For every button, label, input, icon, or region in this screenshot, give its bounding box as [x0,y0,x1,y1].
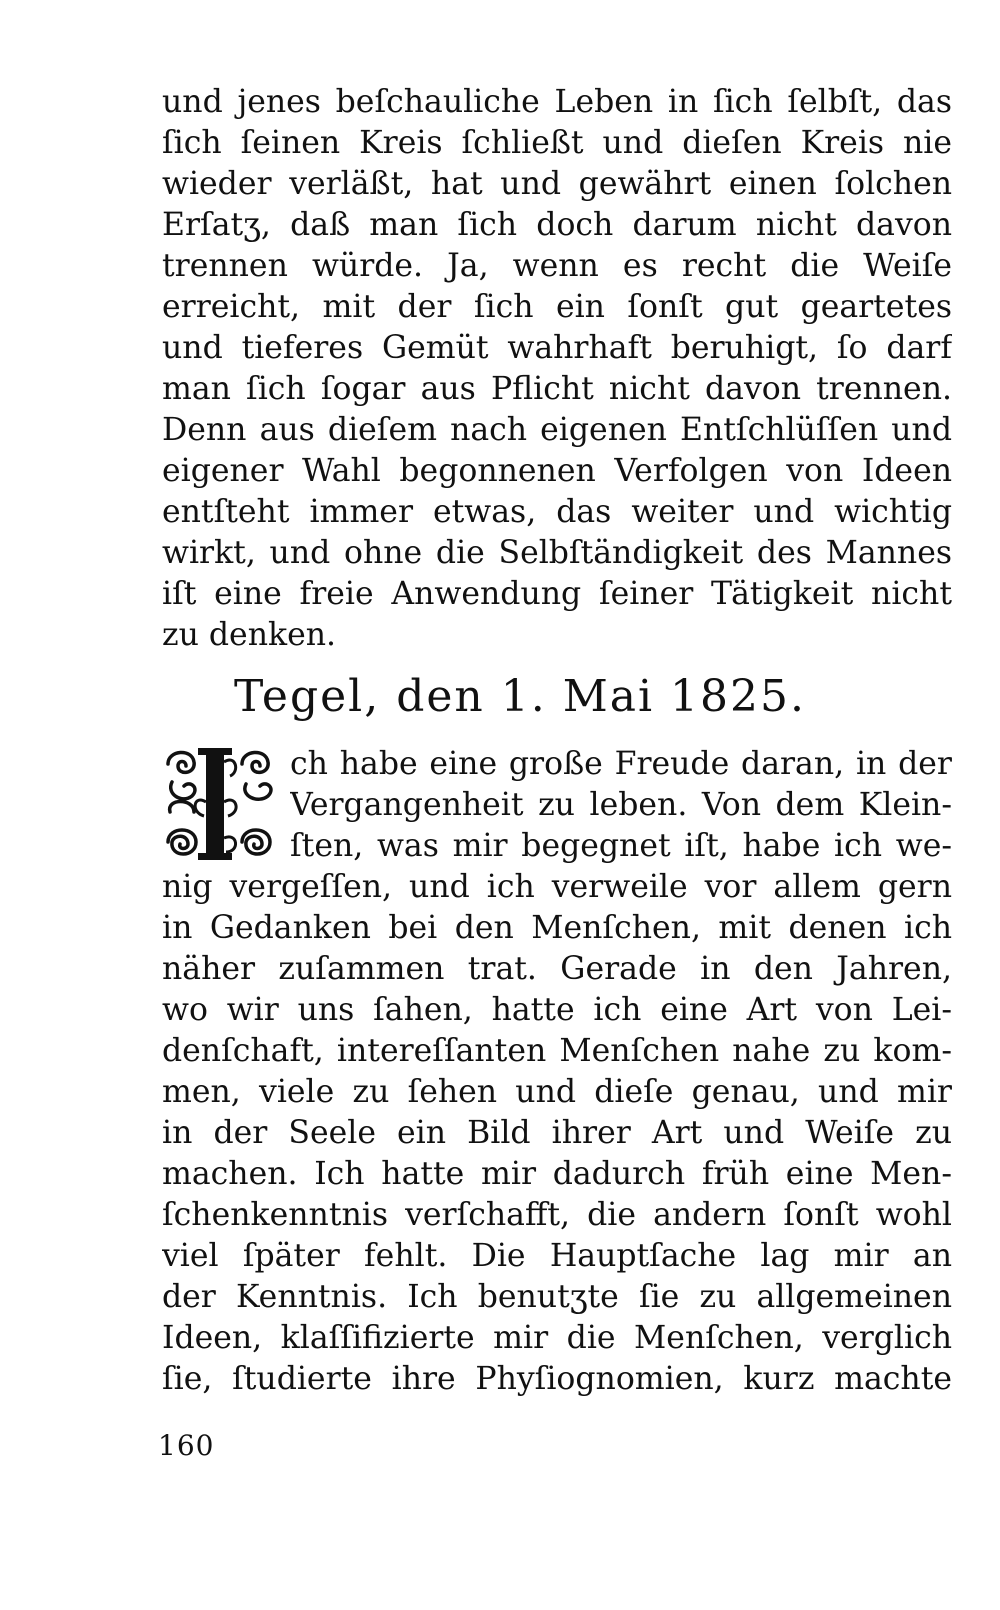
text-line: nig vergeſſen, und ich verweile vor allem gern [162,869,952,905]
text-line: Ideen, klaſſifizierte mir die Menſchen, verglich [162,1320,952,1356]
text-line: erreicht, mit der ſich ein ſonſt gut geartetes [162,289,952,325]
text-line: ch habe eine große Freude daran, in der [290,746,952,782]
text-line: man ſich ſogar aus Pflicht nicht davon trennen. [162,371,952,407]
text-line: iſt eine freie Anwendung ſeiner Tätigkeit nicht [162,576,952,612]
text-line: zu denken. [162,617,337,653]
text-line: Erſatʒ, daß man ſich doch darum nicht davon [162,207,952,243]
text-line: wo wir uns ſahen, hatte ich eine Art von Lei- [162,992,952,1028]
text-line: wieder verläßt, hat und gewährt einen ſolchen [162,166,952,202]
text-line: Denn aus dieſem nach eigenen Entſchlüſſen und [162,412,952,448]
text-line: in Gedanken bei den Menſchen, mit denen ich [162,910,952,946]
text-line: denſchaft, intereſſanten Menſchen nahe zu kom- [162,1033,952,1069]
text-line: entſteht immer etwas, das weiter und wichtig [162,494,952,530]
section-paragraph [162,867,952,1400]
text-line: in der Seele ein Bild ihrer Art und Weiſe zu [162,1115,952,1151]
text-line: wirkt, und ohne die Selbſtändigkeit des Mannes [162,535,952,571]
text-line: trennen würde. Ja, wenn es recht die Weiſe [162,248,952,284]
text-line: ſie, ſtudierte ihre Phyſiognomien, kurz machte [162,1361,952,1397]
text-line: und tieferes Gemüt wahrhaft beruhigt, ſo darf [162,330,952,366]
section-heading [0,662,1000,732]
text-line: viel ſpäter fehlt. Die Hauptſache lag mir an [162,1238,952,1274]
section-heading-text: Tegel, den 1. Mai 1825. [233,671,807,722]
text-line: machen. Ich hatte mir dadurch früh eine Men- [162,1156,952,1192]
initial-paragraph-lines [290,744,952,867]
text-line: ſten, was mir begegnet iſt, habe ich we- [290,828,952,864]
text-line: der Kenntnis. Ich benutʒte ſie zu allgemeinen [162,1279,952,1315]
text-line: Vergangenheit zu leben. Von dem Klein- [290,787,952,823]
text-line: ſchenkenntnis verſchafft, die andern ſonſt wohl [162,1197,952,1233]
text-line: ſich ſeinen Kreis ſchließt und dieſen Kreis nie [162,125,952,161]
text-line: und jenes beſchauliche Leben in ſich ſelbſt, das [162,84,952,120]
top-paragraph [162,82,952,656]
page-number: 160 [158,1429,215,1462]
text-line: näher zuſammen trat. Gerade in den Jahren, [162,951,952,987]
ornamental-initial-icon [162,742,286,866]
text-line: eigener Wahl begonnenen Verfolgen von Ideen [162,453,952,489]
text-line: men, viele zu ſehen und dieſe genau, und mir [162,1074,952,1110]
